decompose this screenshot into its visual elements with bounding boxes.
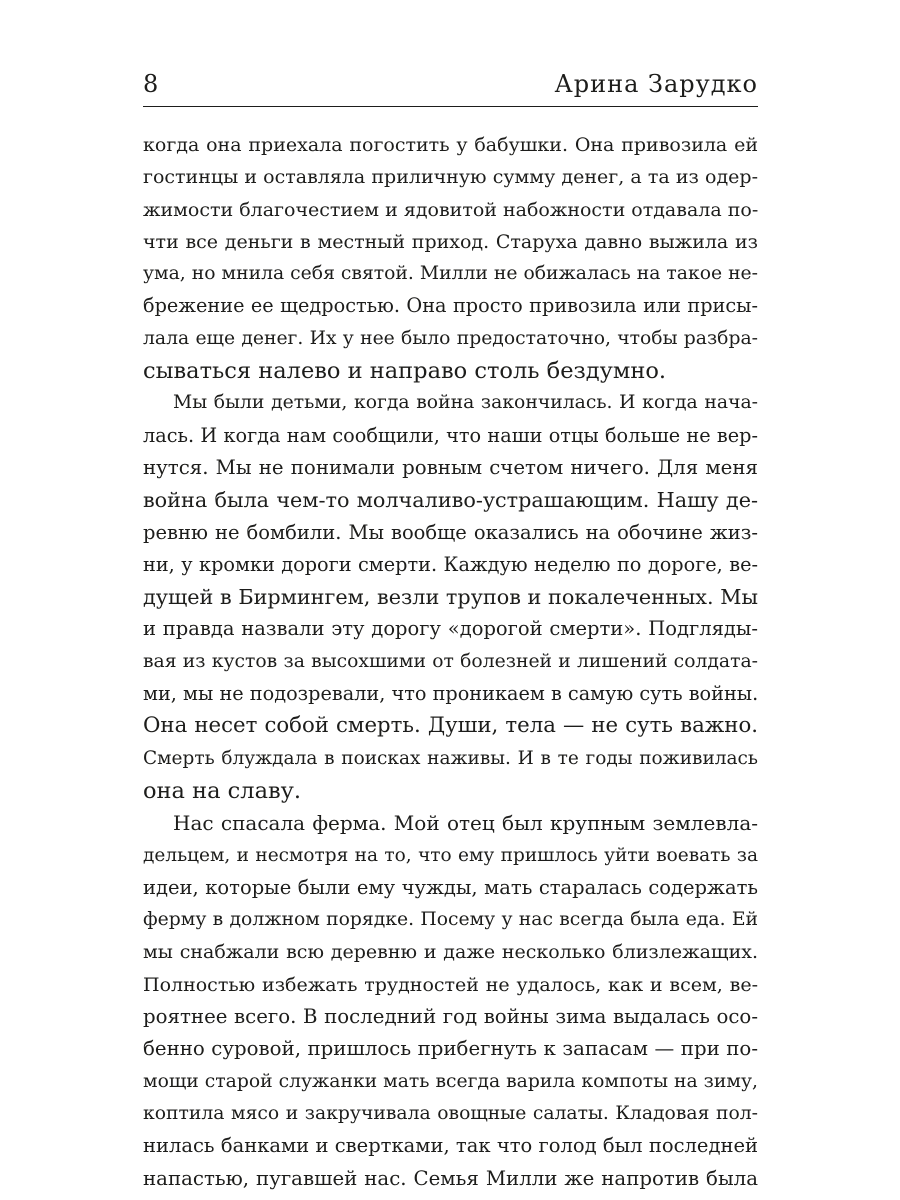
text-line: война была чем-то молчаливо-устрашающим. Нашу де- xyxy=(143,488,758,513)
text-line: нилась банками и свертками, так что голод был последней xyxy=(143,1134,758,1158)
text-line: нутся. Мы не понимали ровным счетом ничего. Для меня xyxy=(143,455,758,479)
text-line: роятнее всего. В последний год войны зима выдалась осо- xyxy=(143,1005,758,1029)
text-line: ни, у кромки дороги смерти. Каждую неделю по дороге, ве- xyxy=(143,552,758,576)
page-header xyxy=(143,64,758,104)
text-line: бенно суровой, пришлось прибегнуть к запасам — при по- xyxy=(143,1037,758,1061)
text-line: ми, мы не подозревали, что проникаем в самую суть войны. xyxy=(143,682,758,706)
text-line: ума, но мнила себя святой. Милли не обижалась на такое не- xyxy=(143,263,758,285)
text-line: лась. И когда нам сообщили, что наши отцы больше не вер- xyxy=(143,423,758,447)
text-line: и правда назвали эту дорогу «дорогой смерти». Подгляды- xyxy=(143,617,758,641)
text-line: брежение ее щедростью. Она просто привозила или присы- xyxy=(143,294,758,318)
text-line: сываться налево и направо столь бездумно. xyxy=(143,358,667,385)
text-line: вая из кустов за высохшими от болезней и лишений солдата- xyxy=(143,650,758,672)
text-line: дущей в Бирмингем, везли трупов и покалеченных. Мы xyxy=(143,585,758,610)
text-line: Нас спасала ферма. Мой отец был крупным землевла- xyxy=(173,811,758,836)
text-line: чти все деньги в местный приход. Старуха давно выжила из xyxy=(143,230,758,253)
text-line: когда она приехала погостить у бабушки. Она привозила ей xyxy=(143,134,758,156)
text-line: Мы были детьми, когда война закончилась. И когда нача- xyxy=(173,392,758,414)
body-text xyxy=(143,129,758,1195)
text-line: мощи старой служанки мать всегда варила компоты на зиму, xyxy=(143,1070,758,1092)
text-line: дельцем, и несмотря на то, что ему пришлось уйти воевать за xyxy=(143,844,758,866)
text-line: лала еще денег. Их у нее было предостаточно, чтобы разбра- xyxy=(143,327,758,349)
text-line: Она несет собой смерть. Души, тела — не суть важно. xyxy=(143,713,758,739)
text-line: ферму в должном порядке. Посему у нас всегда была еда. Ей xyxy=(143,909,758,931)
text-line: гостинцы и оставляла приличную сумму денег, а та из одер- xyxy=(143,166,758,189)
text-line: Полностью избежать трудностей не удалось, как и всем, ве- xyxy=(143,973,758,996)
text-line: ревню не бомбили. Мы вообще оказались на обочине жиз- xyxy=(143,520,758,544)
text-line: мы снабжали всю деревню и даже несколько близлежащих. xyxy=(143,941,758,964)
text-line: Смерть блуждала в поисках наживы. И в те годы поживилась xyxy=(143,747,758,769)
text-line: она на славу. xyxy=(143,777,302,804)
page-number: 8 xyxy=(143,70,159,98)
text-line: коптила мясо и закручивала овощные салаты. Кладовая пол- xyxy=(143,1102,758,1124)
text-line: напастью, пугавшей нас. Семья Милли же напротив была xyxy=(143,1166,758,1190)
running-head-author: Арина Зарудко xyxy=(554,70,758,98)
text-line: идеи, которые были ему чужды, мать старалась содержать xyxy=(143,875,758,899)
header-rule xyxy=(143,106,758,107)
text-line: жимости благочестием и ядовитой набожности отдавала по- xyxy=(143,198,758,221)
